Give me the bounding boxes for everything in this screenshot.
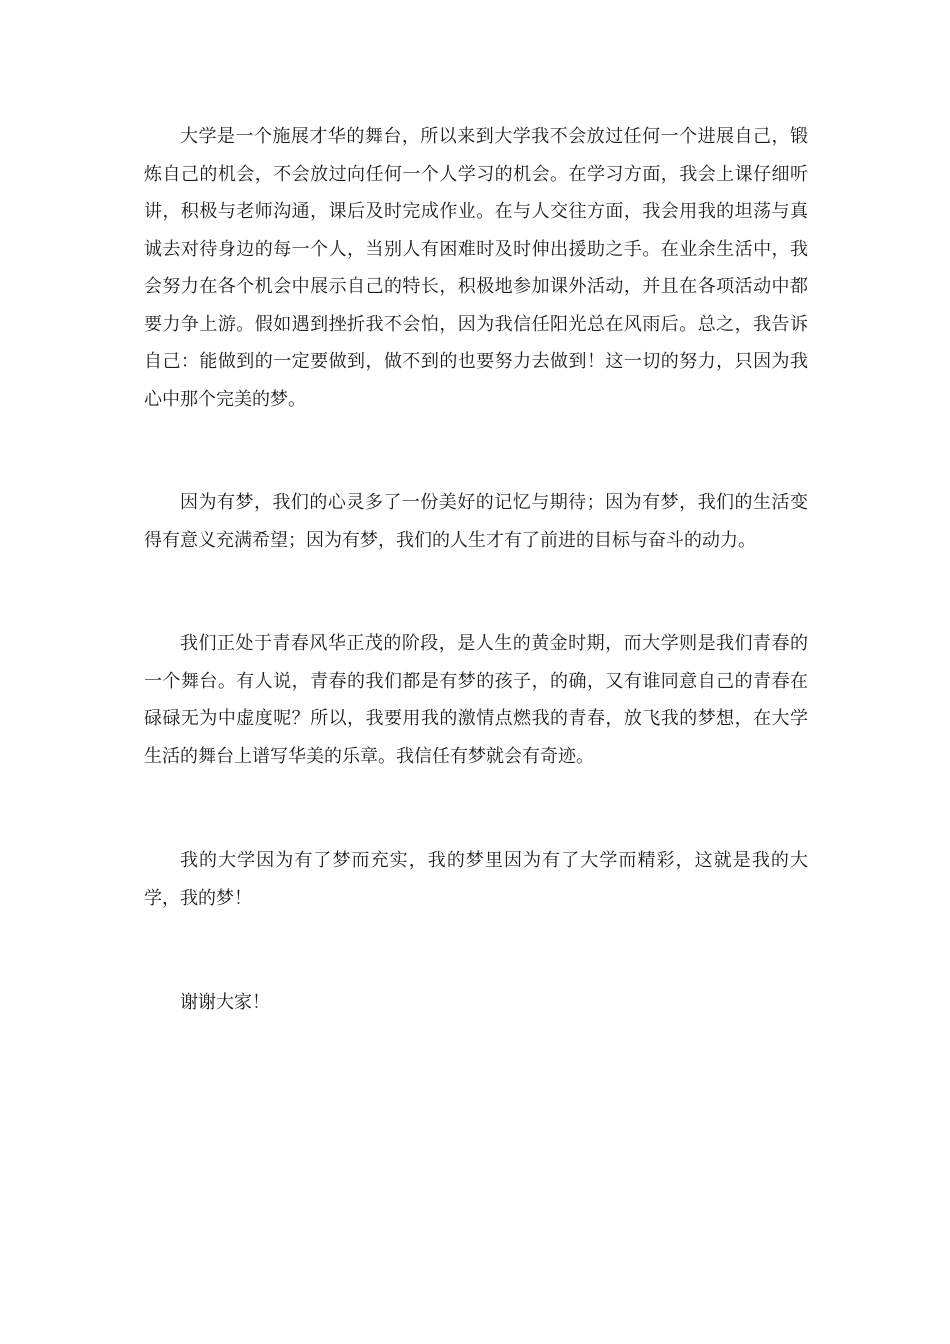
paragraph-thanks: 谢谢大家！ [180, 992, 270, 1013]
paragraph-university-stage: 大学是一个施展才华的舞台，所以来到大学我不会放过任何一个进展自己，锻炼自己的机会，不会放过向任何一个人学习的机会。在学习方面，我会上课仔细听讲，积极与老师沟通，课后及时完成作业。在与人交往方面，我会用我的坦荡与真诚去对待身边的每一个人，当别人有困难时及时伸出援助之手。在业余生活中，我会努力在各个机会中展示自己的特长，积极地参加课外活动，并且在各项活动中都要力争上游。假如遇到挫折我不会怕，因为我信任阳光总在风雨后。总之，我告诉自己：能做到的一定要做到，做不到的也要努力去做到！这一切的努力，只因为我心中那个完美的梦。 [144, 126, 808, 410]
document-body [144, 118, 808, 1022]
paragraph-youth: 我们正处于青春风华正茂的阶段，是人生的黄金时期，而大学则是我们青春的一个舞台。有人说，青春的我们都是有梦的孩子，的确，又有谁同意自己的青春在碌碌无为中虚度呢？所以，我要用我的激情点燃我的青春，放飞我的梦想，在大学生活的舞台上谱写华美的乐章。我信任有梦就会有奇迹。 [144, 633, 808, 767]
paragraph-because-of-dream: 因为有梦，我们的心灵多了一份美好的记忆与期待；因为有梦，我们的生活变得有意义充满希望；因为有梦，我们的人生才有了前进的目标与奋斗的动力。 [144, 492, 808, 551]
paragraph-my-university-my-dream: 我的大学因为有了梦而充实，我的梦里因为有了大学而精彩，这就是我的大学，我的梦！ [144, 850, 808, 909]
